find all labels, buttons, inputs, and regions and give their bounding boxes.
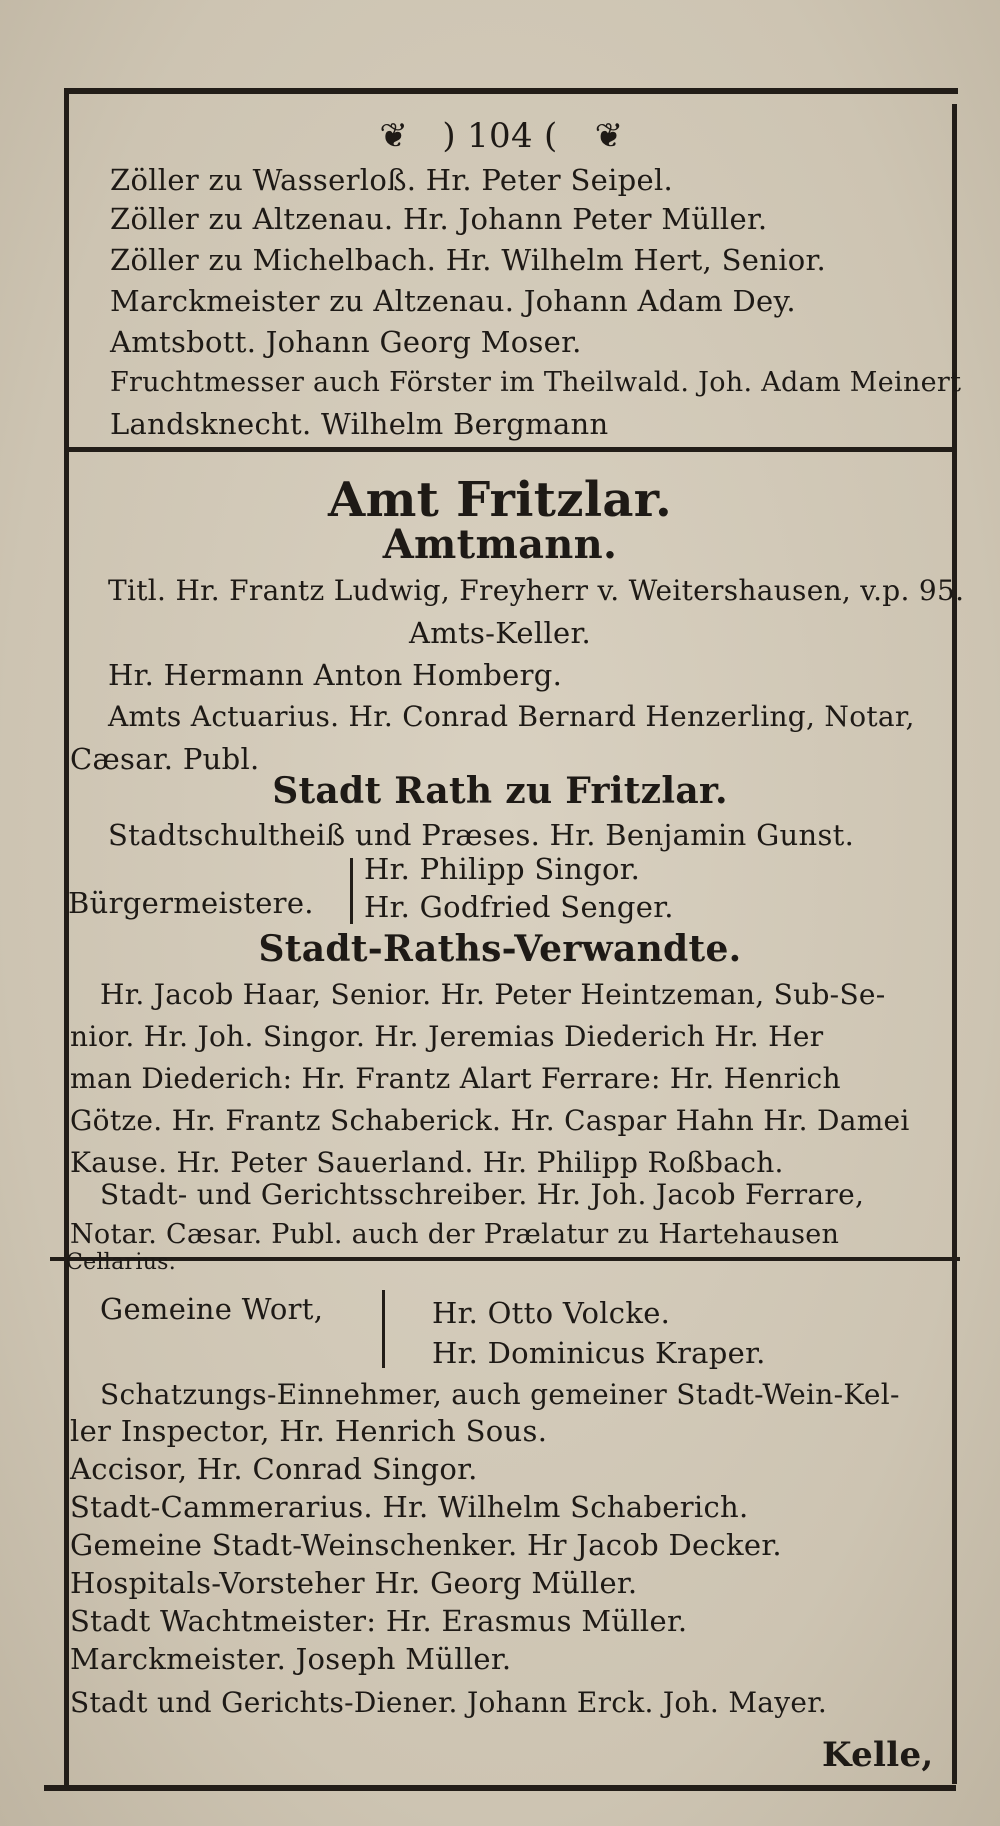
- office-line: ler Inspector, Hr. Henrich Sous.: [70, 1414, 548, 1448]
- office-line: Stadt-Cammerarius. Hr. Wilhelm Schaberich.: [70, 1490, 749, 1524]
- entry-line: Zöller zu Altzenau. Hr. Johann Peter Müller.: [110, 202, 768, 236]
- office-line: Stadt Wachtmeister: Hr. Erasmus Müller.: [70, 1604, 688, 1638]
- section-divider-1: [68, 447, 956, 452]
- buergermeister-label: Bürgermeistere.: [68, 886, 314, 920]
- buergermeister-1: Hr. Philipp Singor.: [364, 852, 641, 886]
- schreiber-line: Notar. Cæsar. Publ. auch der Prælatur zu Hartehausen: [70, 1219, 840, 1250]
- office-line: Gemeine Stadt-Weinschenker. Hr Jacob Decker.: [70, 1528, 782, 1562]
- office-line: Hospitals-Vorsteher Hr. Georg Müller.: [70, 1566, 638, 1600]
- gemeine-label: Gemeine Wort,: [100, 1292, 324, 1326]
- gemeine-member-1: Hr. Otto Volcke.: [432, 1296, 671, 1330]
- ornament-right-icon: ❦: [594, 116, 624, 156]
- page-header: [0, 116, 1000, 156]
- verwandte-line: Götze. Hr. Frantz Schaberick. Hr. Caspar Hahn Hr. Damei: [70, 1104, 910, 1137]
- amtmann-entry: Titl. Hr. Frantz Ludwig, Freyherr v. Weitershausen, v.p. 95.: [108, 574, 965, 607]
- amt-title: Amt Fritzlar.: [328, 472, 672, 528]
- keller-heading: Amts-Keller.: [408, 616, 592, 650]
- entry-line: Amtsbott. Johann Georg Moser.: [110, 325, 582, 359]
- office-line: Accisor, Hr. Conrad Singor.: [70, 1452, 478, 1486]
- section-divider-2: [50, 1257, 960, 1261]
- catchword: Kelle,: [822, 1735, 934, 1775]
- entry-line: Marckmeister zu Altzenau. Johann Adam Dey.: [110, 284, 796, 318]
- keller-entry: Hr. Hermann Anton Homberg.: [108, 658, 563, 692]
- office-line: Stadt und Gerichts-Diener. Johann Erck. Joh. Mayer.: [70, 1686, 828, 1719]
- entry-line: Zöller zu Wasserloß. Hr. Peter Seipel.: [110, 163, 674, 197]
- entry-line: Landsknecht. Wilhelm Bergmann: [110, 407, 609, 441]
- schultheiss-entry: Stadtschultheiß und Præses. Hr. Benjamin Gunst.: [108, 818, 855, 852]
- page-number: ) 104 (: [442, 116, 558, 156]
- stadtrath-heading: Stadt Rath zu Fritzlar.: [272, 770, 728, 812]
- top-border-rule: [68, 88, 958, 94]
- actuarius-entry: Amts Actuarius. Hr. Conrad Bernard Henzerling, Notar,: [108, 700, 915, 733]
- entry-line: Zöller zu Michelbach. Hr. Wilhelm Hert, Senior.: [110, 243, 827, 277]
- office-line: Marckmeister. Joseph Müller.: [70, 1642, 512, 1676]
- bottom-border-rule: [44, 1785, 956, 1791]
- amtmann-heading: Amtmann.: [382, 521, 618, 568]
- gemeine-member-2: Hr. Dominicus Kraper.: [432, 1336, 766, 1370]
- actuarius-entry-cont: Cæsar. Publ.: [70, 742, 260, 776]
- buergermeister-2: Hr. Godfried Senger.: [364, 890, 674, 924]
- verwandte-line: Hr. Jacob Haar, Senior. Hr. Peter Heintzeman, Sub-Se-: [100, 978, 886, 1011]
- verwandte-heading: Stadt-Raths-Verwandte.: [258, 928, 742, 970]
- office-line: Schatzungs-Einnehmer, auch gemeiner Stadt-Wein-Kel-: [100, 1378, 900, 1411]
- schreiber-line: Cellarius.: [66, 1250, 177, 1275]
- schreiber-line: Stadt- und Gerichtsschreiber. Hr. Joh. Jacob Ferrare,: [100, 1178, 865, 1211]
- gemeine-brace: [382, 1290, 385, 1368]
- entry-line: Fruchtmesser auch Förster im Theilwald. Joh. Adam Meinert: [110, 367, 962, 398]
- verwandte-line: nior. Hr. Joh. Singor. Hr. Jeremias Diederich Hr. Her: [70, 1020, 824, 1053]
- verwandte-line: Kause. Hr. Peter Sauerland. Hr. Philipp Roßbach.: [70, 1146, 784, 1179]
- verwandte-line: man Diederich: Hr. Frantz Alart Ferrare: Hr. Henrich: [70, 1062, 841, 1095]
- buergermeister-brace: [350, 858, 353, 924]
- ornament-left-icon: ❦: [379, 116, 409, 156]
